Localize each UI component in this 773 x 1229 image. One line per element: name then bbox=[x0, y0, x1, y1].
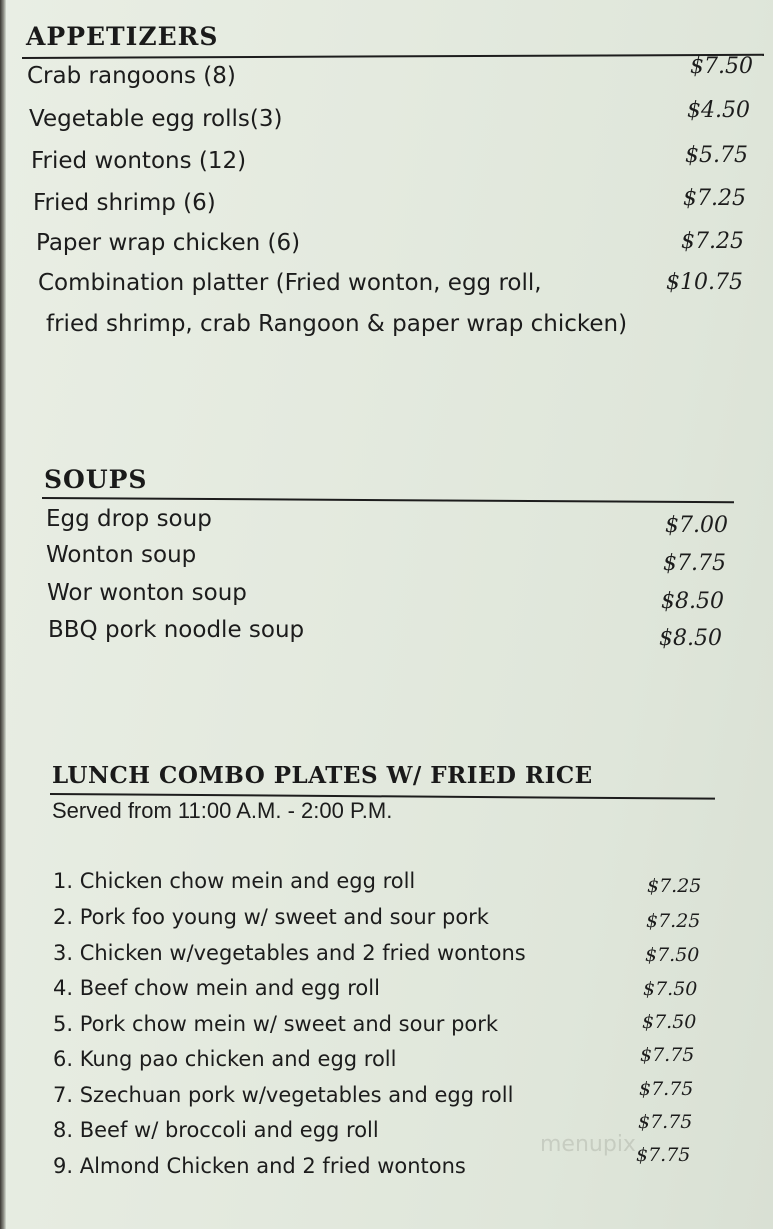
menu-item-name: 3. Chicken w/vegetables and 2 fried wontons bbox=[53, 941, 526, 965]
menu-item-name: Vegetable egg rolls(3) bbox=[29, 106, 283, 132]
menu-item-price: $7.50 bbox=[645, 944, 700, 966]
menu-item-price: $7.25 bbox=[681, 229, 744, 254]
menu-item-price: $8.50 bbox=[661, 589, 724, 614]
menu-item-name: Fried shrimp (6) bbox=[33, 190, 216, 216]
appetizers-title: APPETIZERS bbox=[26, 22, 219, 51]
menu-item-name-continued: fried shrimp, crab Rangoon & paper wrap chicken) bbox=[46, 311, 628, 337]
menu-item-name: Crab rangoons (8) bbox=[27, 63, 236, 89]
menu-item-name: 9. Almond Chicken and 2 fried wontons bbox=[53, 1154, 466, 1178]
menu-item-price: $7.50 bbox=[690, 54, 753, 79]
page-edge-shadow bbox=[0, 0, 6, 1229]
soups-title: SOUPS bbox=[44, 465, 148, 494]
menu-item-name: 4. Beef chow mein and egg roll bbox=[53, 976, 380, 1000]
menu-item-price: $7.75 bbox=[639, 1078, 694, 1100]
menu-item-name: 6. Kung pao chicken and egg roll bbox=[53, 1047, 397, 1071]
menu-item-price: $7.50 bbox=[643, 978, 698, 1000]
menu-item-price: $5.75 bbox=[685, 143, 748, 168]
menu-item-price: $4.50 bbox=[687, 98, 750, 123]
menu-item-name: 1. Chicken chow mein and egg roll bbox=[53, 869, 416, 893]
menu-item-name: Wonton soup bbox=[46, 542, 197, 568]
menu-item-name: BBQ pork noodle soup bbox=[48, 617, 305, 643]
menu-item-price: $7.75 bbox=[638, 1111, 693, 1133]
menu-item-price: $7.00 bbox=[665, 513, 728, 538]
menu-item-name: Egg drop soup bbox=[46, 506, 212, 532]
menu-item-name: 2. Pork foo young w/ sweet and sour pork bbox=[53, 905, 489, 929]
menu-item-name: Fried wontons (12) bbox=[31, 148, 247, 174]
lunch-hours-note: Served from 11:00 A.M. - 2:00 P.M. bbox=[52, 798, 393, 823]
menu-item-price: $8.50 bbox=[659, 626, 722, 651]
menu-item-price: $7.25 bbox=[647, 875, 702, 897]
menu-item-name: Wor wonton soup bbox=[47, 580, 247, 606]
lunch-combo-title: LUNCH COMBO PLATES W/ FRIED RICE bbox=[52, 762, 593, 789]
soups-divider bbox=[42, 497, 734, 503]
menu-item-name: 5. Pork chow mein w/ sweet and sour pork bbox=[53, 1012, 499, 1036]
menu-item-price: $7.25 bbox=[683, 186, 746, 211]
appetizers-divider bbox=[22, 54, 764, 59]
menu-item-price: $10.75 bbox=[666, 270, 743, 295]
menu-item-price: $7.75 bbox=[640, 1044, 695, 1066]
menu-item-name: 8. Beef w/ broccoli and egg roll bbox=[53, 1118, 379, 1142]
menu-item-price: $7.75 bbox=[636, 1144, 691, 1166]
menu-item-name: Combination platter (Fried wonton, egg roll, bbox=[38, 270, 542, 296]
menu-item-name: 7. Szechuan pork w/vegetables and egg roll bbox=[53, 1083, 514, 1107]
menu-item-price: $7.50 bbox=[642, 1011, 697, 1033]
watermark-text: menupix bbox=[540, 1132, 636, 1157]
menu-item-name: Paper wrap chicken (6) bbox=[36, 230, 301, 256]
menu-item-price: $7.25 bbox=[646, 910, 701, 932]
menu-item-price: $7.75 bbox=[663, 551, 726, 576]
